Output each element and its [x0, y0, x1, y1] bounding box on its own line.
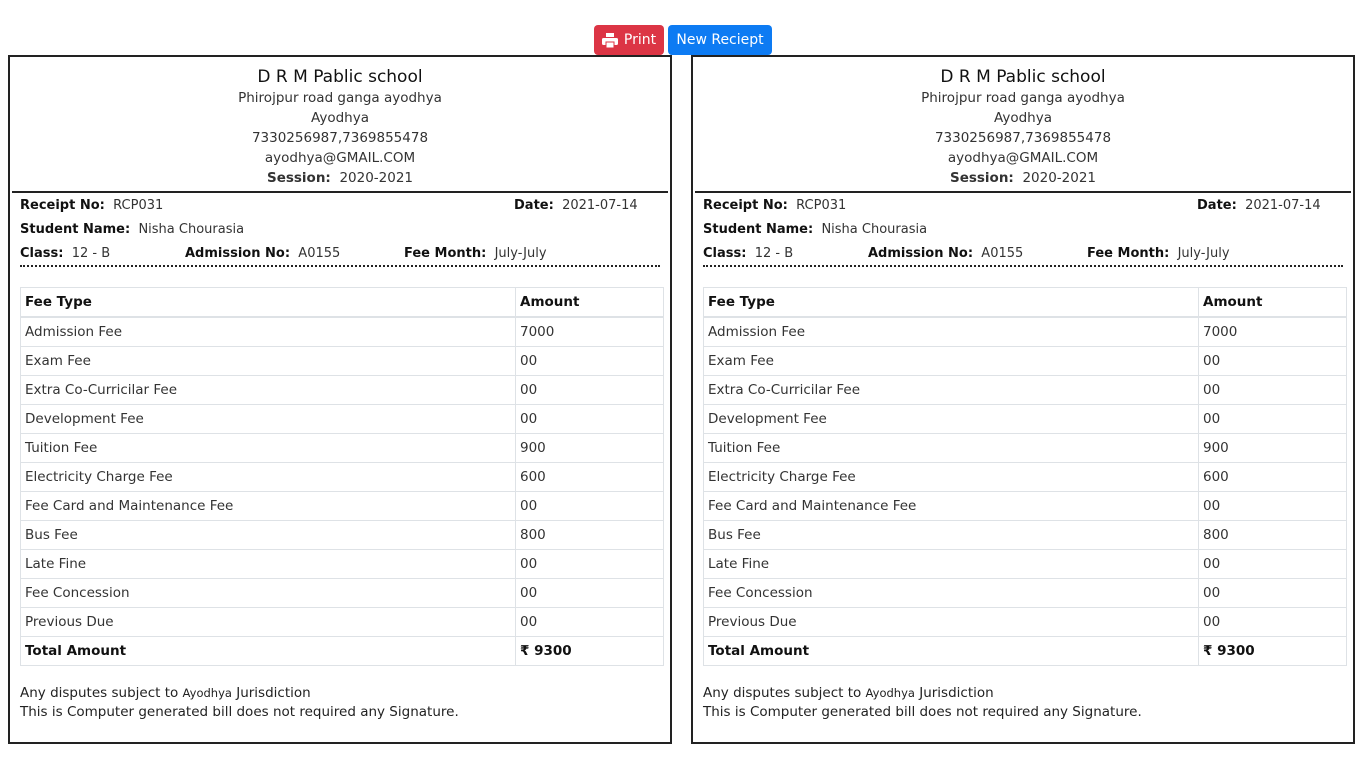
- receipt-no: Receipt No: RCP031: [20, 198, 164, 213]
- table-row: Admission Fee 7000: [21, 317, 664, 347]
- receipt-footer: [703, 684, 1142, 722]
- receipt-header: [693, 57, 1353, 188]
- session-line: Session: 2020-2021: [266, 170, 414, 186]
- table-row: Tuition Fee 900: [704, 434, 1347, 463]
- receipt-copy-1: [8, 55, 672, 744]
- school-email: ayodhya@GMAIL.COM: [264, 150, 416, 166]
- dotted-divider: [703, 265, 1343, 267]
- table-row: Fee Card and Maintenance Fee 00: [21, 492, 664, 521]
- admission-no: Admission No: A0155: [185, 246, 341, 261]
- table-row: Exam Fee 00: [21, 347, 664, 376]
- total-row: Total Amount ₹ 9300: [704, 637, 1347, 666]
- session-line: Session: 2020-2021: [949, 170, 1097, 186]
- table-row: Bus Fee 800: [704, 521, 1347, 550]
- school-phones: 7330256987,7369855478: [934, 130, 1112, 146]
- total-row: Total Amount ₹ 9300: [21, 637, 664, 666]
- receipt-date: Date: 2021-07-14: [1197, 198, 1321, 213]
- fee-month: Fee Month: July-July: [1087, 246, 1230, 261]
- school-city: Ayodhya: [994, 110, 1052, 126]
- dotted-divider: [20, 265, 660, 267]
- col-amount: Amount: [516, 288, 664, 318]
- disputes-note: Any disputes subject to Ayodhya Jurisdiction: [20, 685, 311, 701]
- table-row: Fee Concession 00: [704, 579, 1347, 608]
- printer-icon: [602, 33, 618, 48]
- receipt-no: Receipt No: RCP031: [703, 198, 847, 213]
- school-email: ayodhya@GMAIL.COM: [947, 150, 1099, 166]
- table-row: Electricity Charge Fee 600: [704, 463, 1347, 492]
- table-header: [21, 288, 664, 318]
- table-row: Previous Due 00: [21, 608, 664, 637]
- receipt-header: [10, 57, 670, 188]
- col-fee-type: Fee Type: [704, 288, 1199, 318]
- school-name: D R M Pablic school: [940, 67, 1106, 87]
- table-row: Late Fine 00: [21, 550, 664, 579]
- table-row: Electricity Charge Fee 600: [21, 463, 664, 492]
- student-class: Class: 12 - B: [20, 246, 111, 261]
- table-row: Extra Co-Curricilar Fee 00: [704, 376, 1347, 405]
- table-row: Fee Concession 00: [21, 579, 664, 608]
- col-fee-type: Fee Type: [21, 288, 516, 318]
- table-row: Development Fee 00: [704, 405, 1347, 434]
- receipt-info: [693, 193, 1353, 263]
- school-city: Ayodhya: [311, 110, 369, 126]
- student-class: Class: 12 - B: [703, 246, 794, 261]
- receipt-date: Date: 2021-07-14: [514, 198, 638, 213]
- table-row: Late Fine 00: [704, 550, 1347, 579]
- fee-table: [703, 287, 1347, 666]
- table-row: Admission Fee 7000: [704, 317, 1347, 347]
- student-name: Student Name: Nisha Chourasia: [20, 222, 245, 237]
- receipt-info: [10, 193, 670, 263]
- table-row: Exam Fee 00: [704, 347, 1347, 376]
- computer-generated-note: This is Computer generated bill does not required any Signature.: [703, 704, 1142, 720]
- disputes-note: Any disputes subject to Ayodhya Jurisdiction: [703, 685, 994, 701]
- school-address: Phirojpur road ganga ayodhya: [921, 90, 1125, 106]
- computer-generated-note: This is Computer generated bill does not required any Signature.: [20, 704, 459, 720]
- table-row: Bus Fee 800: [21, 521, 664, 550]
- fee-table: [20, 287, 664, 666]
- admission-no: Admission No: A0155: [868, 246, 1024, 261]
- table-row: Tuition Fee 900: [21, 434, 664, 463]
- receipt-footer: [20, 684, 459, 722]
- school-phones: 7330256987,7369855478: [251, 130, 429, 146]
- new-receipt-button[interactable]: New Reciept: [668, 25, 772, 55]
- table-row: Extra Co-Curricilar Fee 00: [21, 376, 664, 405]
- table-row: Previous Due 00: [704, 608, 1347, 637]
- student-name: Student Name: Nisha Chourasia: [703, 222, 928, 237]
- table-row: Fee Card and Maintenance Fee 00: [704, 492, 1347, 521]
- table-row: Development Fee 00: [21, 405, 664, 434]
- toolbar: [0, 25, 1366, 55]
- print-label: Print: [623, 32, 657, 48]
- receipt-copy-2: [691, 55, 1355, 744]
- school-name: D R M Pablic school: [257, 67, 423, 87]
- table-header: [704, 288, 1347, 318]
- fee-month: Fee Month: July-July: [404, 246, 547, 261]
- col-amount: Amount: [1199, 288, 1347, 318]
- school-address: Phirojpur road ganga ayodhya: [238, 90, 442, 106]
- print-button[interactable]: [594, 25, 664, 55]
